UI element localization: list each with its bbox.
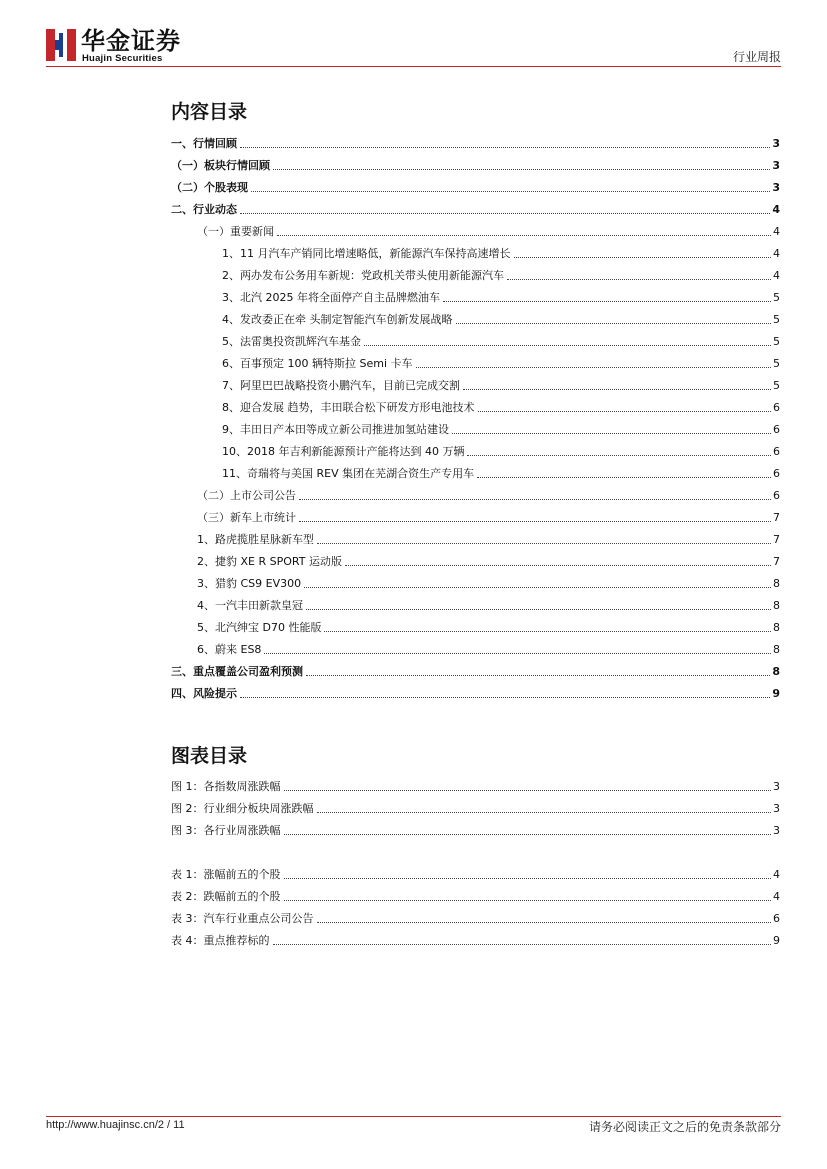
footer-disclaimer: 请务必阅读正文之后的免责条款部分 [588,1120,781,1134]
toc-entry[interactable]: 8、迎合发展 趋势，丰田联合松下研发方形电池技术 6 [222,401,780,414]
toc-entry[interactable]: 6、百事预定 100 辆特斯拉 Semi 卡车 5 [222,357,780,370]
toc-entry[interactable]: （一）重要新闻 4 [197,225,780,238]
huajin-logo-icon [46,29,76,61]
toc-entry[interactable]: （二）个股表现 3 [171,181,780,194]
footer-url-page[interactable]: http://www.huajinsc.cn/2 / 11 [46,1119,185,1131]
report-type-label: 行业周报 [732,50,781,64]
toc-entry[interactable]: 11、奇瑞将与美国 REV 集团在芜湖合资生产专用车 6 [222,467,780,480]
toc-entry[interactable]: （三）新车上市统计 7 [197,511,780,524]
toc-entry[interactable]: 2、捷豹 XE R SPORT 运动版 7 [197,555,780,568]
figures-title: 图表目录 [171,745,248,767]
footer-divider [46,1116,781,1117]
toc-entry[interactable]: 5、北汽绅宝 D70 性能版 8 [197,621,780,634]
table-entry[interactable]: 表 4：重点推荐标的 9 [171,934,780,947]
table-entry[interactable]: 表 2：跌幅前五的个股 4 [171,890,780,903]
toc-entry[interactable]: 10、2018 年吉利新能源预计产能将达到 40 万辆 6 [222,445,780,458]
figure-entry[interactable]: 图 1：各指数周涨跌幅 3 [171,780,780,793]
figure-entry[interactable]: 图 2：行业细分板块周涨跌幅 3 [171,802,780,815]
header-divider [46,66,781,67]
toc-entry[interactable]: 4、一汽丰田新款皇冠 8 [197,599,780,612]
toc-entry[interactable]: 3、猎豹 CS9 EV300 8 [197,577,780,590]
toc-entry[interactable]: 5、法雷奥投资凯辉汽车基金 5 [222,335,780,348]
toc-entry[interactable]: 2、两办发布公务用车新规：党政机关带头使用新能源汽车 4 [222,269,780,282]
toc-entry[interactable]: 6、蔚来 ES8 8 [197,643,780,656]
toc-entry[interactable]: 4、发改委正在牵 头制定智能汽车创新发展战略 5 [222,313,780,326]
toc-entry[interactable]: 1、11 月汽车产销同比增速略低，新能源汽车保持高速增长 4 [222,247,780,260]
toc-entry[interactable]: 一、行情回顾 3 [171,137,780,150]
toc-entry[interactable]: 二、行业动态 4 [171,203,780,216]
toc-entry[interactable]: 三、重点覆盖公司盈利预测 8 [171,665,780,678]
table-entry[interactable]: 表 3：汽车行业重点公司公告 6 [171,912,780,925]
toc-entry[interactable]: 1、路虎揽胜星脉新车型 7 [197,533,780,546]
table-entry[interactable]: 表 1：涨幅前五的个股 4 [171,868,780,881]
toc-entry[interactable]: 9、丰田日产本田等成立新公司推进加氢站建设 6 [222,423,780,436]
toc-entry[interactable]: （一）板块行情回顾 3 [171,159,780,172]
toc-entry[interactable]: 3、北汽 2025 年将全面停产自主品牌燃油车 5 [222,291,780,304]
figure-entry[interactable]: 图 3：各行业周涨跌幅 3 [171,824,780,837]
toc-entry[interactable]: 四、风险提示 9 [171,687,780,700]
toc-entry[interactable]: 7、阿里巴巴战略投资小鹏汽车，目前已完成交割 5 [222,379,780,392]
logo-english-name: Huajin Securities [82,53,163,64]
contents-title: 内容目录 [171,101,248,123]
toc-entry[interactable]: （二）上市公司公告 6 [197,489,780,502]
logo-chinese-name: 华金证券 [81,27,181,55]
